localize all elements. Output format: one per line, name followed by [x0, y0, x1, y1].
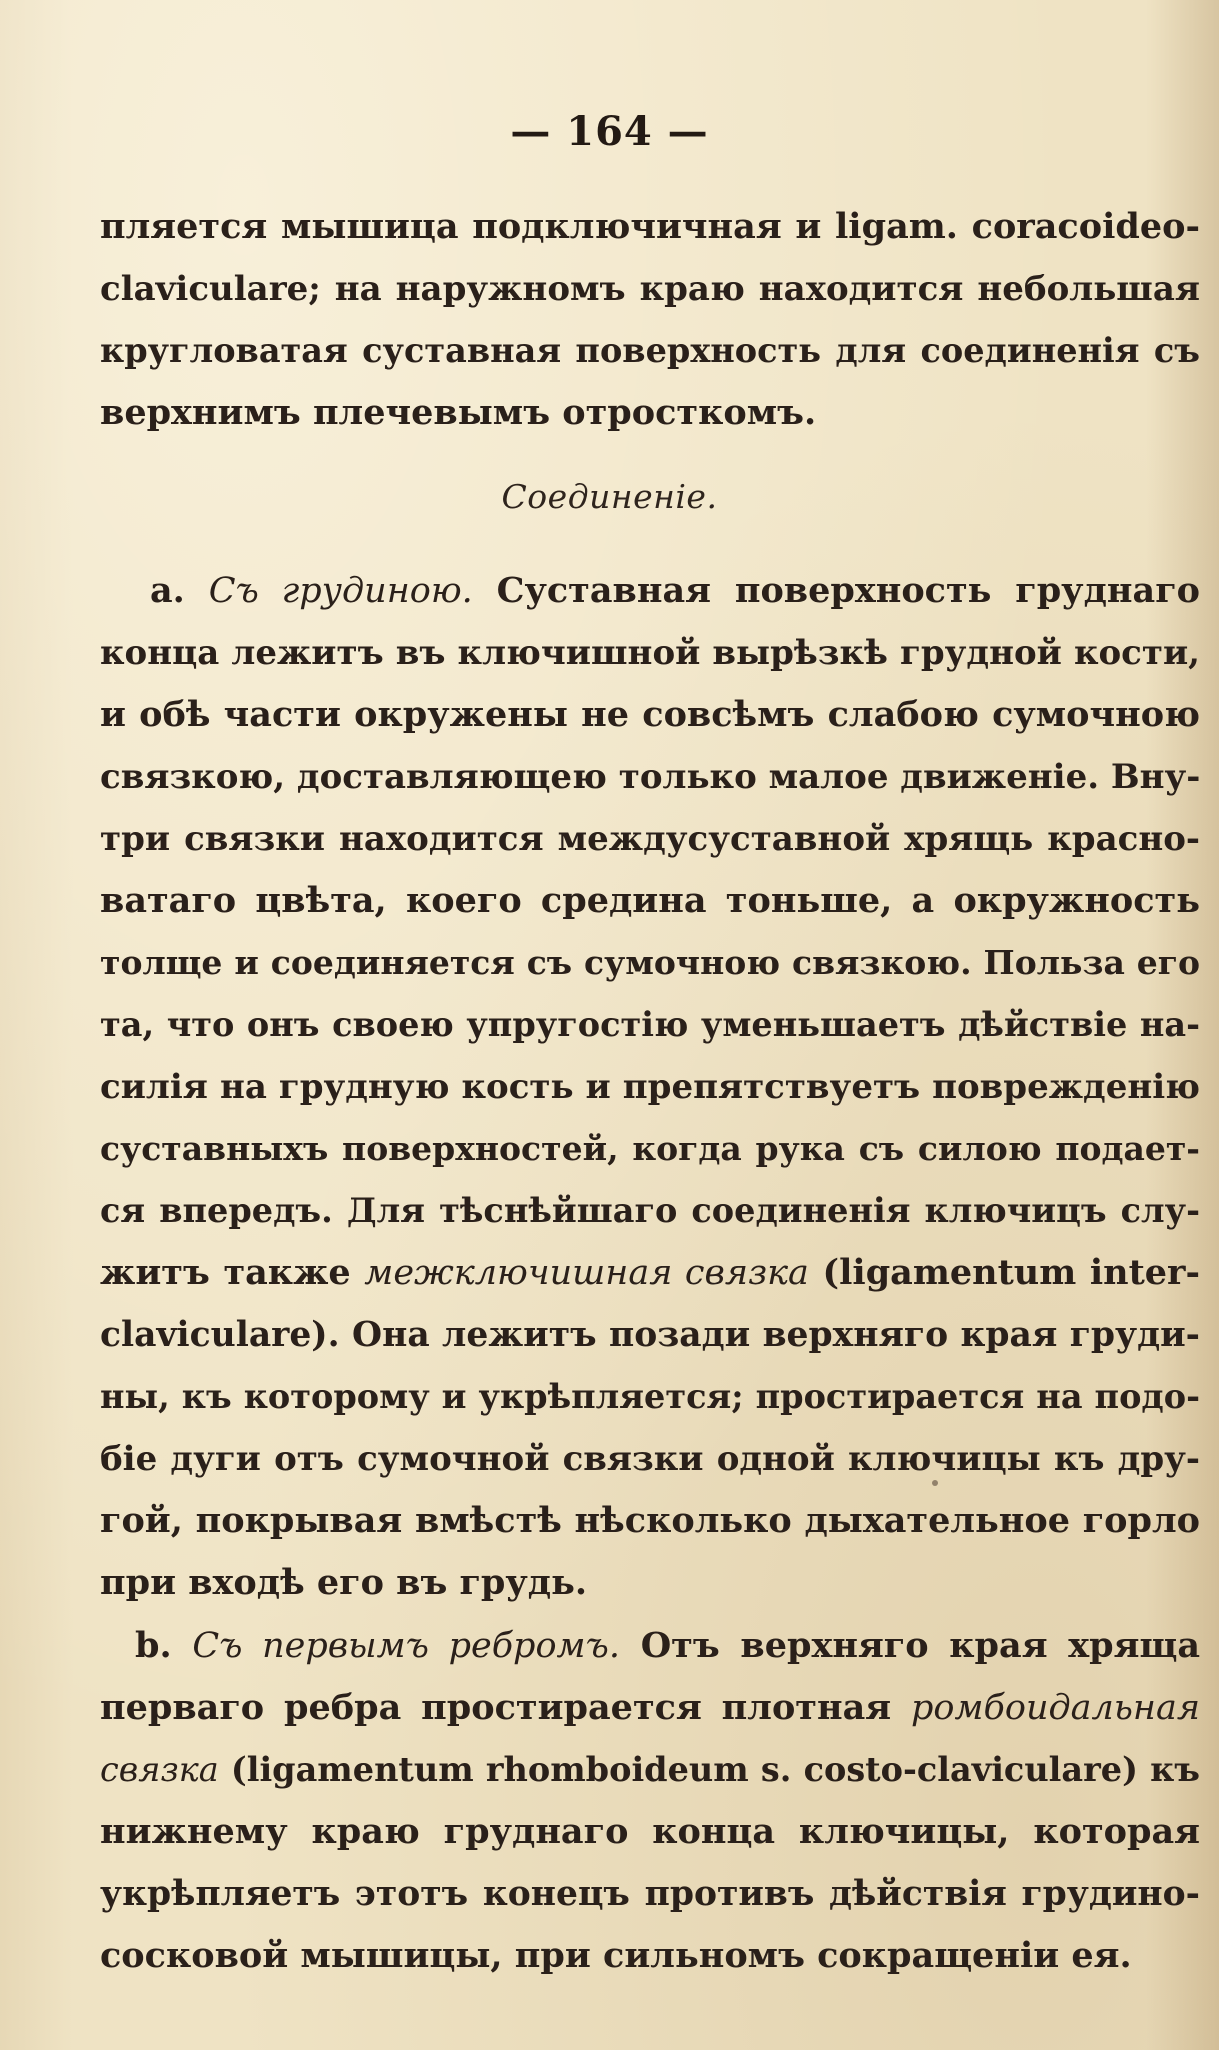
- text-line: конца лежитъ въ ключишной вырѣзкѣ грудной кости,: [100, 633, 1200, 673]
- text-line: ны, къ которому и укрѣпляется; простирается на подо-: [100, 1377, 1200, 1416]
- text-fragment: житъ также: [100, 1252, 365, 1293]
- text-line: три связки находится междусуставной хрящь красно-: [100, 819, 1200, 859]
- text-line: [100, 1615, 1200, 1677]
- text-line: и обѣ части окружены не совсѣмъ слабою сумочною: [100, 694, 1200, 735]
- text-line: та, что онъ своею упругостію уменьшаетъ дѣйствіе на-: [100, 1005, 1200, 1044]
- text-fragment: (ligamentum inter-: [808, 1252, 1200, 1293]
- text-line: біе дуги отъ сумочной связки одной ключицы къ дру-: [100, 1439, 1200, 1479]
- text-line: гой, покрывая вмѣстѣ нѣсколько дыхательное горло: [100, 1500, 1200, 1541]
- text-line: ватаго цвѣта, коего средина тоньше, а окружность: [100, 880, 1200, 921]
- text-line: связкою, доставляющею только малое движеніе. Вну-: [100, 757, 1201, 797]
- italic-term: ромбоидальная: [911, 1688, 1200, 1728]
- section-heading: Соединеніе.: [501, 477, 718, 516]
- text-line: сосковой мышицы, при сильномъ сокращеніи ея.: [100, 1935, 1132, 1976]
- text-line: [100, 560, 1200, 622]
- text-line: claviculare; на наружномъ краю находится небольшая: [100, 269, 1200, 309]
- text-line: толще и соединяется съ сумочною связкою. Польза его: [100, 943, 1200, 982]
- text-line: нижнему краю груднаго конца ключицы, которая: [100, 1811, 1200, 1852]
- paragraph-sternum-joint: [100, 560, 1200, 1614]
- text-line: пляется мышица подключичная и ligam. coracoideo-: [100, 206, 1200, 247]
- text-line: суставныхъ поверхностей, когда рука съ силою подает-: [100, 1129, 1200, 1168]
- text-line: [100, 1739, 1200, 1801]
- text-line: [100, 1677, 1200, 1739]
- text-fragment: (ligamentum rhomboideum s. costo-claviculare) къ: [218, 1750, 1200, 1789]
- text-line: [100, 1242, 1200, 1304]
- page-number: — 164 —: [510, 108, 709, 155]
- text-line: при входѣ его въ грудь.: [100, 1562, 588, 1603]
- italic-term: Съ грудиною.: [208, 571, 473, 611]
- ink-speck: [932, 1480, 938, 1486]
- text-line: верхнимъ плечевымъ отросткомъ.: [100, 392, 817, 433]
- text-line: ся впередъ. Для тѣснѣйшаго соединенія ключицъ слу-: [100, 1191, 1200, 1230]
- paragraph-clavicle-surface: [100, 196, 1200, 444]
- list-marker: b.: [135, 1625, 193, 1666]
- paragraph-first-rib-joint: [100, 1615, 1200, 1987]
- italic-term: межключишная связка: [364, 1253, 809, 1293]
- text-fragment: Отъ верхняго края хряща: [620, 1625, 1200, 1666]
- list-marker: а.: [150, 570, 209, 611]
- italic-term: Съ первымъ ребромъ.: [192, 1626, 621, 1666]
- text-line: кругловатая суставная поверхность для соединенія съ: [100, 331, 1200, 370]
- text-line: укрѣпляетъ этотъ конецъ противъ дѣйствія грудино-: [100, 1874, 1200, 1914]
- text-line: силія на грудную кость и препятствуетъ поврежденію: [100, 1067, 1200, 1107]
- text-fragment: Суставная поверхность груднаго: [472, 570, 1200, 611]
- italic-term: связка: [100, 1750, 219, 1789]
- text-line: claviculare). Она лежитъ позади верхняго края груди-: [100, 1315, 1200, 1355]
- text-fragment: перваго ребра простирается плотная: [100, 1687, 912, 1728]
